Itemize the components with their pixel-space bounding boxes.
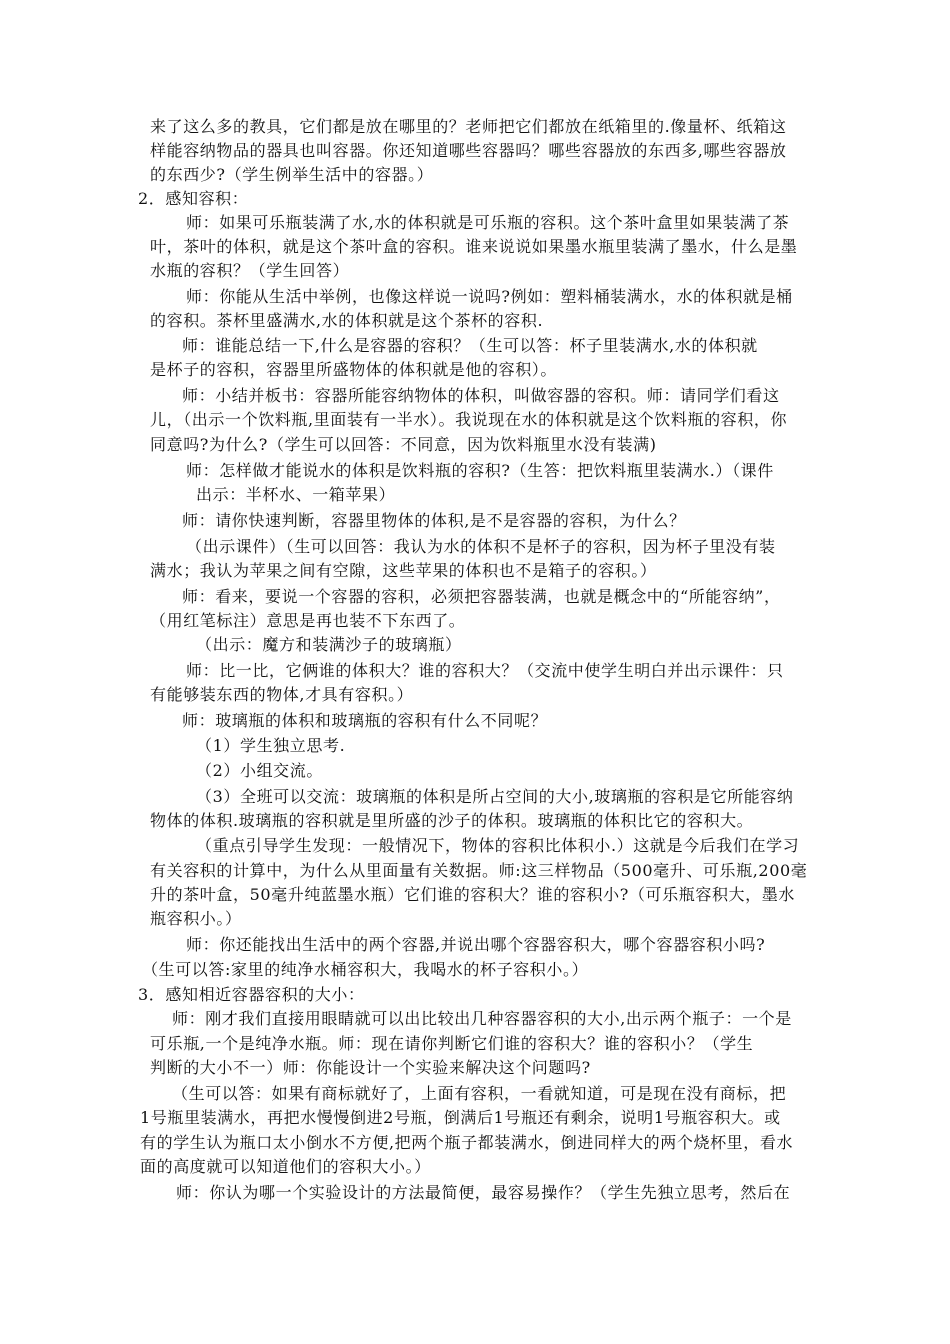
text-line: 师：请你快速判断，容器里物体的体积,是不是容器的容积，为什么？ (182, 511, 686, 530)
text-line: （出示课件）（生可以回答：我认为水的体积不是杯子的容积，因为杯子里没有装 (186, 537, 776, 556)
text-line: 升的茶叶盒，50毫升纯蓝墨水瓶）它们谁的容积大？谁的容积小?（可乐瓶容积大，墨水 (150, 885, 795, 904)
text-line: 师：看来，要说一个容器的容积，必须把容器装满，也就是概念中的“所能容纳”， (182, 587, 781, 606)
text-line: 师：你能从生活中举例，也像这样说一说吗?例如：塑料桶装满水，水的体积就是桶 (186, 287, 793, 306)
text-line: （2）小组交流。 (196, 761, 323, 780)
text-line: 来了这么多的教具，它们都是放在哪里的？老师把它们都放在纸箱里的.像量杯、纸箱这 (150, 117, 787, 136)
text-line: 师：如果可乐瓶装满了水,水的体积就是可乐瓶的容积。这个茶叶盒里如果装满了茶 (186, 213, 790, 232)
text-line: 的容积。茶杯里盛满水,水的体积就是这个茶杯的容积. (150, 311, 544, 330)
text-line: （生可以答:家里的纯净水桶容积大，我喝水的杯子容积小。） (142, 960, 589, 979)
text-line: （3）全班可以交流：玻璃瓶的体积是所占空间的大小,玻璃瓶的容积是它所能容纳 (196, 787, 794, 806)
text-line: 1号瓶里装满水，再把水慢慢倒进2号瓶，倒满后1号瓶还有剩余，说明1号瓶容积大。或 (140, 1108, 781, 1127)
text-line: （生可以答：如果有商标就好了，上面有容积，一看就知道，可是现在没有商标，把 (172, 1084, 787, 1103)
text-line: 师：你还能找出生活中的两个容器,并说出哪个容器容积大，哪个容器容积小吗? (186, 935, 766, 954)
text-line: 的东西少?（学生例举生活中的容器。） (150, 165, 434, 184)
text-line: 判断的大小不一）师：你能设计一个实验来解决这个问题吗? (150, 1058, 591, 1077)
text-line: 师：比一比，它俩谁的体积大？谁的容积大？（交流中使学生明白并出示课件：只 (186, 661, 784, 680)
text-line: 物体的体积.玻璃瓶的容积就是里所盛的沙子的体积。玻璃瓶的体积比它的容积大。 (150, 811, 754, 830)
text-line: 有能够装东西的物体,才具有容积。） (150, 685, 414, 704)
text-line: 有关容积的计算中，为什么从里面量有关数据。师:这三样物品（500毫升、可乐瓶,200毫 (150, 861, 808, 880)
text-line: 师：玻璃瓶的体积和玻璃瓶的容积有什么不同呢？ (182, 711, 548, 730)
text-line: 师：小结并板书：容器所能容纳物体的体积，叫做容器的容积。师：请同学们看这 (182, 386, 780, 405)
text-line: （1）学生独立思考. (196, 736, 346, 755)
section-heading: 3．感知相近容器容积的大小： (138, 985, 365, 1004)
text-line: （用红笔标注）意思是再也装不下东西了。 (150, 611, 466, 630)
text-line: 出示：半杯水、一箱苹果） (196, 485, 396, 504)
text-line: 可乐瓶,一个是纯净水瓶。师：现在请你判断它们谁的容积大？谁的容积小？（学生 (150, 1034, 754, 1053)
text-line: 水瓶的容积？（学生回答） (150, 261, 350, 280)
text-line: 师：刚才我们直接用眼睛就可以出比较出几种容器容积的大小,出示两个瓶子：一个是 (172, 1009, 792, 1028)
text-line: 同意吗?为什么?（学生可以回答：不同意，因为饮料瓶里水没有装满) (150, 435, 657, 454)
text-line: 瓶容积小。） (150, 909, 242, 928)
text-line: 是杯子的容积，容器里所盛物体的体积就是他的容积）。 (150, 360, 558, 379)
section-heading: 2．感知容积： (138, 189, 249, 208)
text-line: 样能容纳物品的器具也叫容器。你还知道哪些容器吗？哪些容器放的东西多,哪些容器放 (150, 141, 787, 160)
text-line: 有的学生认为瓶口太小倒水不方便,把两个瓶子都装满水，倒进同样大的两个烧杯里，看水 (140, 1133, 794, 1152)
text-line: （重点引导学生发现：一般情况下，物体的容积比体积小.）这就是今后我们在学习 (196, 836, 800, 855)
text-line: 师：你认为哪一个实验设计的方法最简便，最容易操作？（学生先独立思考，然后在 (176, 1183, 791, 1202)
text-line: （出示：魔方和装满沙子的玻璃瓶） (196, 635, 462, 654)
text-line: 儿，（出示一个饮料瓶,里面装有一半水）。我说现在水的体积就是这个饮料瓶的容积，你 (150, 410, 788, 429)
text-line: 叶，茶叶的体积，就是这个茶叶盒的容积。谁来说说如果墨水瓶里装满了墨水，什么是墨 (150, 237, 798, 256)
text-line: 师：谁能总结一下,什么是容器的容积？（生可以答：杯子里装满水,水的体积就 (182, 336, 758, 355)
text-line: 师：怎样做才能说水的体积是饮料瓶的容积?（生答：把饮料瓶里装满水.）（课件 (186, 461, 774, 480)
text-line: 满水；我认为苹果之间有空隙，这些苹果的体积也不是箱子的容积。） (150, 561, 657, 580)
text-line: 面的高度就可以知道他们的容积大小。） (140, 1157, 431, 1176)
